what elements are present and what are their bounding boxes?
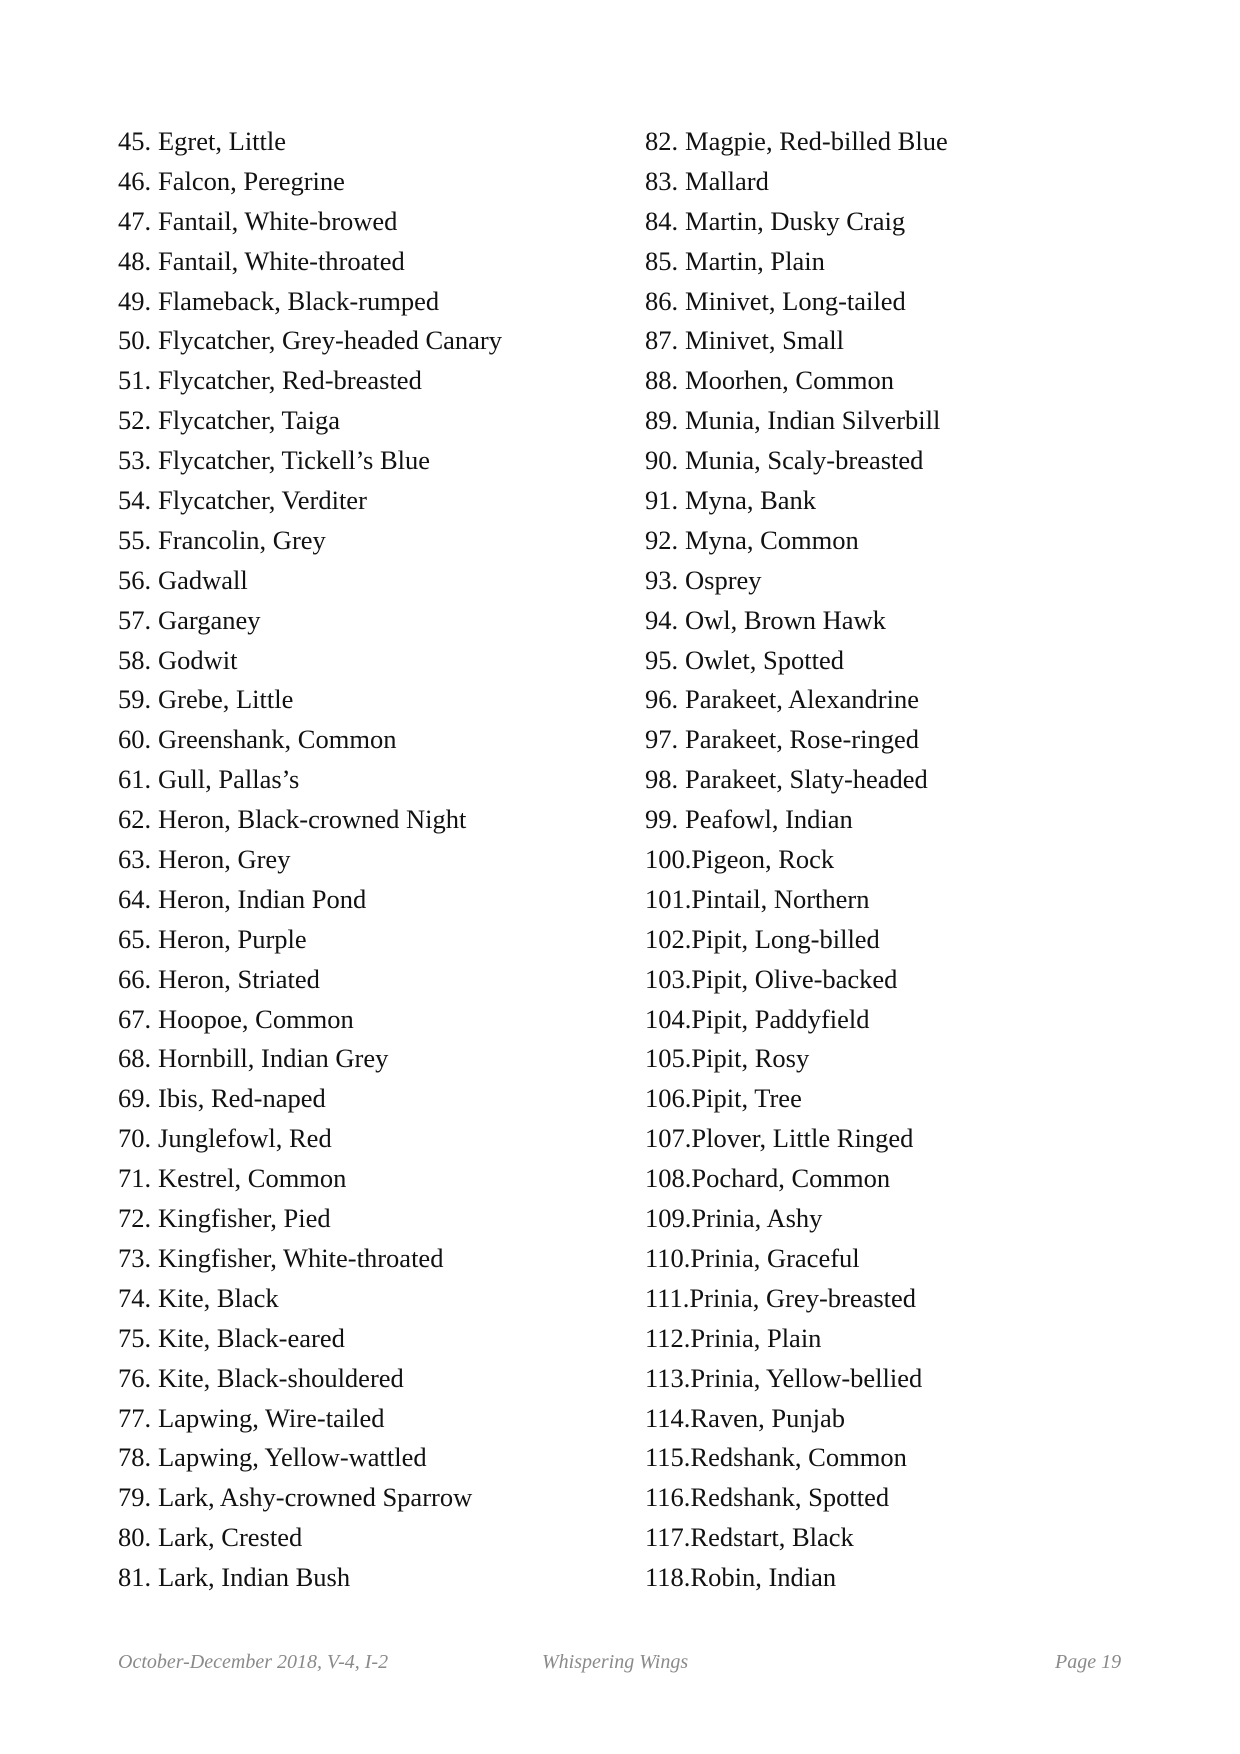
list-item-number: 108.: [645, 1163, 692, 1194]
list-item: [645, 1517, 1165, 1557]
list-item-number: 63.: [118, 844, 152, 875]
list-item-species-name: Kite, Black-eared: [158, 1322, 345, 1353]
list-item: [645, 560, 1165, 600]
list-item-number: 87.: [645, 325, 679, 356]
list-item: [118, 1238, 638, 1278]
list-item-number: 89.: [645, 405, 679, 436]
list-item: [645, 959, 1165, 999]
list-item-number: 118.: [645, 1562, 691, 1593]
list-item: [118, 400, 638, 440]
list-item-number: 105.: [645, 1043, 692, 1074]
list-item-number: 50.: [118, 325, 152, 356]
list-item: [645, 839, 1165, 879]
list-item-species-name: Greenshank, Common: [158, 724, 397, 755]
list-item-species-name: Prinia, Graceful: [690, 1242, 860, 1273]
list-item-species-name: Pigeon, Rock: [691, 844, 835, 875]
list-item: [118, 480, 638, 520]
list-item: [645, 1278, 1165, 1318]
list-item-species-name: Raven, Punjab: [690, 1402, 845, 1433]
list-item-species-name: Godwit: [158, 644, 238, 675]
list-item-number: 103.: [645, 963, 692, 994]
list-item: [645, 121, 1165, 161]
list-item-species-name: Heron, Grey: [158, 844, 291, 875]
list-item-number: 104.: [645, 1003, 692, 1034]
list-item-number: 114.: [645, 1402, 691, 1433]
list-item: [645, 281, 1165, 321]
list-item: [118, 999, 638, 1039]
list-item-number: 113.: [645, 1362, 691, 1393]
list-item: [118, 1398, 638, 1438]
list-item-number: 115.: [645, 1442, 691, 1473]
list-item: [118, 1278, 638, 1318]
list-item: [118, 719, 638, 759]
list-item: [645, 640, 1165, 680]
list-item-species-name: Minivet, Long-tailed: [685, 285, 906, 316]
list-item: [645, 520, 1165, 560]
list-item-number: 69.: [118, 1083, 152, 1114]
list-item-number: 101.: [645, 883, 692, 914]
list-item-species-name: Pintail, Northern: [691, 883, 870, 914]
list-item-number: 106.: [645, 1083, 692, 1114]
list-item-species-name: Redshank, Spotted: [690, 1482, 890, 1513]
list-item-number: 56.: [118, 564, 152, 595]
species-list-left-column: [118, 121, 638, 1597]
list-item-number: 75.: [118, 1322, 152, 1353]
list-item-species-name: Ibis, Red-naped: [158, 1083, 326, 1114]
list-item-number: 66.: [118, 963, 152, 994]
list-item: [118, 1477, 638, 1517]
list-item-species-name: Prinia, Ashy: [691, 1203, 823, 1234]
list-item-number: 60.: [118, 724, 152, 755]
list-item: [118, 799, 638, 839]
list-item-species-name: Martin, Dusky Craig: [685, 205, 906, 236]
list-item-species-name: Flycatcher, Red-breasted: [158, 365, 422, 396]
list-item-species-name: Minivet, Small: [685, 325, 844, 356]
list-item-species-name: Pochard, Common: [691, 1163, 891, 1194]
list-item-species-name: Robin, Indian: [690, 1562, 837, 1593]
list-item-number: 52.: [118, 405, 152, 436]
list-item: [645, 360, 1165, 400]
list-item-number: 84.: [645, 205, 679, 236]
list-item: [645, 480, 1165, 520]
list-item-species-name: Junglefowl, Red: [158, 1123, 332, 1154]
list-item-number: 62.: [118, 804, 152, 835]
footer-page-number: Page 19: [1055, 1651, 1122, 1673]
list-item-species-name: Heron, Indian Pond: [158, 883, 367, 914]
list-item-number: 95.: [645, 644, 679, 675]
list-item-species-name: Plover, Little Ringed: [691, 1123, 914, 1154]
species-list-right-column: [645, 121, 1165, 1597]
list-item: [645, 1477, 1165, 1517]
list-item-number: 93.: [645, 564, 679, 595]
list-item: [118, 600, 638, 640]
list-item-number: 85.: [645, 245, 679, 276]
list-item-number: 71.: [118, 1163, 152, 1194]
list-item-number: 78.: [118, 1442, 152, 1473]
list-item-species-name: Prinia, Yellow-bellied: [690, 1362, 923, 1393]
list-item: [118, 1437, 638, 1477]
list-item-number: 91.: [645, 485, 679, 516]
list-item-number: 107.: [645, 1123, 692, 1154]
list-item: [645, 1078, 1165, 1118]
list-item-number: 70.: [118, 1123, 152, 1154]
list-item-species-name: Moorhen, Common: [685, 365, 895, 396]
list-item-species-name: Pipit, Long-billed: [691, 923, 880, 954]
list-item: [118, 161, 638, 201]
list-item-number: 76.: [118, 1362, 152, 1393]
list-item-species-name: Lark, Indian Bush: [158, 1562, 351, 1593]
list-item-number: 64.: [118, 883, 152, 914]
list-item-species-name: Martin, Plain: [685, 245, 825, 276]
list-item-species-name: Parakeet, Alexandrine: [685, 684, 919, 715]
list-item-number: 58.: [118, 644, 152, 675]
list-item-species-name: Flycatcher, Tickell’s Blue: [158, 445, 431, 476]
list-item-species-name: Osprey: [685, 564, 762, 595]
list-item: [118, 440, 638, 480]
list-item: [118, 121, 638, 161]
list-item: [645, 1398, 1165, 1438]
list-item: [645, 1557, 1165, 1597]
list-item-number: 79.: [118, 1482, 152, 1513]
list-item: [645, 201, 1165, 241]
list-item-species-name: Prinia, Plain: [690, 1322, 822, 1353]
list-item-species-name: Gadwall: [158, 564, 248, 595]
list-item: [645, 320, 1165, 360]
list-item-number: 83.: [645, 165, 679, 196]
list-item: [118, 1038, 638, 1078]
list-item-species-name: Flameback, Black-rumped: [158, 285, 440, 316]
list-item: [645, 919, 1165, 959]
list-item-number: 109.: [645, 1203, 692, 1234]
list-item: [118, 1198, 638, 1238]
list-item-species-name: Grebe, Little: [158, 684, 294, 715]
list-item-number: 51.: [118, 365, 152, 396]
list-item-number: 55.: [118, 524, 152, 555]
list-item: [118, 959, 638, 999]
list-item-species-name: Kestrel, Common: [158, 1163, 347, 1194]
list-item-number: 48.: [118, 245, 152, 276]
list-item-species-name: Garganey: [158, 604, 261, 635]
list-item-species-name: Redshank, Common: [690, 1442, 907, 1473]
list-item: [645, 679, 1165, 719]
list-item-number: 116.: [645, 1482, 691, 1513]
list-item-species-name: Hornbill, Indian Grey: [158, 1043, 389, 1074]
list-item-number: 81.: [118, 1562, 152, 1593]
list-item: [118, 640, 638, 680]
list-item-number: 61.: [118, 764, 152, 795]
list-item-number: 92.: [645, 524, 679, 555]
list-item-species-name: Owlet, Spotted: [685, 644, 844, 675]
list-item-species-name: Munia, Indian Silverbill: [685, 405, 941, 436]
list-item-number: 54.: [118, 485, 152, 516]
list-item-species-name: Heron, Striated: [158, 963, 320, 994]
list-item-species-name: Pipit, Paddyfield: [691, 1003, 870, 1034]
list-item-number: 67.: [118, 1003, 152, 1034]
list-item-number: 59.: [118, 684, 152, 715]
list-item: [645, 1158, 1165, 1198]
list-item: [118, 1358, 638, 1398]
list-item: [118, 360, 638, 400]
list-item-number: 111.: [645, 1282, 690, 1313]
list-item-species-name: Lark, Crested: [158, 1522, 303, 1553]
list-item-number: 90.: [645, 445, 679, 476]
list-item: [645, 879, 1165, 919]
list-item: [645, 241, 1165, 281]
list-item-species-name: Parakeet, Slaty-headed: [685, 764, 928, 795]
list-item-species-name: Fantail, White-throated: [158, 245, 405, 276]
list-item-species-name: Egret, Little: [158, 126, 287, 156]
list-item-species-name: Peafowl, Indian: [685, 804, 853, 835]
list-item-species-name: Francolin, Grey: [158, 524, 326, 555]
list-item-species-name: Pipit, Olive-backed: [691, 963, 898, 994]
list-item-number: 73.: [118, 1242, 152, 1273]
list-item-species-name: Heron, Purple: [158, 923, 307, 954]
list-item-number: 77.: [118, 1402, 152, 1433]
list-item-number: 74.: [118, 1282, 152, 1313]
list-item-species-name: Parakeet, Rose-ringed: [685, 724, 919, 755]
list-item: [118, 879, 638, 919]
list-item: [645, 759, 1165, 799]
list-item: [118, 1557, 638, 1597]
list-item: [118, 1118, 638, 1158]
list-item-number: 98.: [645, 764, 679, 795]
list-item-species-name: Lapwing, Yellow-wattled: [158, 1442, 427, 1473]
list-item-number: 112.: [645, 1322, 691, 1353]
list-item-species-name: Lapwing, Wire-tailed: [158, 1402, 385, 1433]
list-item: [645, 1118, 1165, 1158]
list-item-species-name: Kite, Black: [158, 1282, 279, 1313]
list-item-number: 88.: [645, 365, 679, 396]
list-item-number: 110.: [645, 1242, 691, 1273]
list-item-species-name: Magpie, Red-billed Blue: [685, 126, 948, 156]
list-item-number: 97.: [645, 724, 679, 755]
list-item: [645, 400, 1165, 440]
list-item-species-name: Myna, Common: [685, 524, 859, 555]
list-item-number: 96.: [645, 684, 679, 715]
list-item: [645, 1238, 1165, 1278]
list-item-species-name: Heron, Black-crowned Night: [158, 804, 467, 835]
list-item-species-name: Owl, Brown Hawk: [685, 604, 886, 635]
footer-issue: October-December 2018, V-4, I-2: [118, 1651, 389, 1673]
list-item: [645, 440, 1165, 480]
footer-journal-title: Whispering Wings: [542, 1651, 689, 1673]
list-item-number: 53.: [118, 445, 152, 476]
list-item: [118, 1318, 638, 1358]
list-item-species-name: Pipit, Tree: [691, 1083, 802, 1114]
list-item-number: 57.: [118, 604, 152, 635]
list-item-species-name: Fantail, White-browed: [158, 205, 398, 236]
list-item: [645, 1358, 1165, 1398]
list-item-species-name: Kite, Black-shouldered: [158, 1362, 404, 1393]
list-item: [118, 919, 638, 959]
list-item: [645, 600, 1165, 640]
list-item: [118, 281, 638, 321]
list-item-species-name: Mallard: [685, 165, 769, 196]
list-item-species-name: Hoopoe, Common: [158, 1003, 354, 1034]
list-item: [118, 679, 638, 719]
list-item-species-name: Myna, Bank: [685, 485, 817, 516]
list-item: [118, 839, 638, 879]
list-item: [645, 1038, 1165, 1078]
list-item-number: 45.: [118, 126, 152, 156]
list-item-number: 102.: [645, 923, 692, 954]
list-item-species-name: Munia, Scaly-breasted: [685, 445, 924, 476]
list-item-number: 65.: [118, 923, 152, 954]
list-item: [645, 161, 1165, 201]
list-item: [118, 320, 638, 360]
list-item-species-name: Kingfisher, Pied: [158, 1203, 331, 1234]
list-item: [118, 1158, 638, 1198]
list-item: [118, 201, 638, 241]
list-item: [118, 759, 638, 799]
list-item: [118, 560, 638, 600]
list-item: [645, 719, 1165, 759]
list-item: [645, 1318, 1165, 1358]
list-item-species-name: Pipit, Rosy: [691, 1043, 810, 1074]
list-item: [118, 241, 638, 281]
list-item-species-name: Falcon, Peregrine: [158, 165, 345, 196]
list-item-number: 82.: [645, 126, 679, 156]
list-item: [118, 1517, 638, 1557]
list-item-species-name: Flycatcher, Verditer: [158, 485, 367, 516]
list-item-species-name: Flycatcher, Grey-headed Canary: [158, 325, 503, 356]
list-item-number: 117.: [645, 1522, 691, 1553]
list-item: [645, 1437, 1165, 1477]
list-item-species-name: Lark, Ashy-crowned Sparrow: [158, 1482, 473, 1513]
list-item-number: 49.: [118, 285, 152, 316]
list-item-number: 99.: [645, 804, 679, 835]
list-item-number: 68.: [118, 1043, 152, 1074]
list-item-number: 86.: [645, 285, 679, 316]
list-item-number: 72.: [118, 1203, 152, 1234]
list-item: [118, 520, 638, 560]
list-item-species-name: Prinia, Grey-breasted: [689, 1282, 917, 1313]
list-item-number: 47.: [118, 205, 152, 236]
list-item-number: 100.: [645, 844, 692, 875]
list-item-species-name: Redstart, Black: [690, 1522, 854, 1553]
list-item: [118, 1078, 638, 1118]
list-item: [645, 999, 1165, 1039]
list-item-species-name: Gull, Pallas’s: [158, 764, 300, 795]
list-item-number: 80.: [118, 1522, 152, 1553]
list-item-species-name: Flycatcher, Taiga: [158, 405, 341, 436]
list-item-number: 94.: [645, 604, 679, 635]
list-item-species-name: Kingfisher, White-throated: [158, 1242, 444, 1273]
list-item: [645, 1198, 1165, 1238]
list-item-number: 46.: [118, 165, 152, 196]
list-item: [645, 799, 1165, 839]
